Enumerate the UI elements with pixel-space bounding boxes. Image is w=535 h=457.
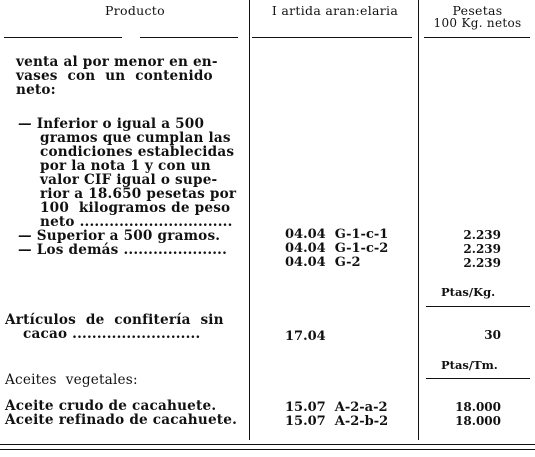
aceite-refinado-label: Aceite refinado de cacahuete. bbox=[5, 412, 238, 428]
item1-line-7: 100 kilogramos de peso bbox=[40, 200, 231, 216]
confiteria-code: 17.04 bbox=[285, 329, 326, 344]
item1-line-2: gramos que cumplan las bbox=[40, 130, 231, 146]
item3-label: — Los demás ..................... bbox=[18, 242, 228, 258]
unit-kg-rule bbox=[426, 306, 530, 307]
header-pesetas-line2: 100 Kg. netos bbox=[433, 16, 522, 30]
unit-ptas-tm: Ptas/Tm. bbox=[441, 358, 498, 372]
confiteria-line-2: cacao .......................... bbox=[23, 326, 201, 342]
aceite-refinado-value: 18.000 bbox=[455, 414, 501, 428]
intro-line-3: neto: bbox=[16, 82, 56, 98]
item1-line-1: — Inferior o igual a 500 bbox=[18, 116, 205, 132]
item1-line-6: rior a 18.650 pesetas por bbox=[40, 186, 237, 202]
unit-ptas-kg: Ptas/Kg. bbox=[441, 285, 496, 299]
item3-value: 2.239 bbox=[463, 256, 501, 270]
unit-tm-rule bbox=[426, 378, 530, 379]
item2-code: 04.04 G-1-c-2 bbox=[285, 241, 389, 256]
item1-line-3: condiciones establecidas bbox=[40, 144, 235, 160]
confiteria-line-1: Artículos de confitería sin bbox=[5, 312, 224, 328]
header-producto: Producto bbox=[105, 3, 165, 18]
header-rule-partida bbox=[252, 37, 412, 38]
aceite-crudo-label: Aceite crudo de cacahuete. bbox=[5, 398, 217, 414]
header-partida: I artida aran:elaria bbox=[271, 3, 399, 18]
header-pesetas-line1: Pesetas bbox=[452, 3, 503, 18]
item1-value: 2.239 bbox=[463, 228, 501, 242]
aceite-refinado-code: 15.07 A-2-b-2 bbox=[285, 414, 389, 429]
header-rule-producto-2 bbox=[140, 37, 238, 38]
item1-line-4: por la nota 1 y con un bbox=[40, 158, 211, 174]
item2-value: 2.239 bbox=[463, 242, 501, 256]
item1-code: 04.04 G-1-c-1 bbox=[285, 227, 389, 242]
aceite-crudo-code: 15.07 A-2-a-2 bbox=[285, 400, 388, 415]
aceite-crudo-value: 18.000 bbox=[455, 400, 501, 414]
item2-label: — Superior a 500 gramos. bbox=[18, 228, 221, 244]
header-rule-producto bbox=[4, 37, 122, 38]
item1-line-8: neto ............................... bbox=[40, 214, 233, 230]
bottom-rule-2 bbox=[0, 449, 535, 450]
bottom-rule-1 bbox=[0, 444, 535, 445]
header-rule-pesetas bbox=[424, 37, 530, 38]
column-divider-2 bbox=[418, 0, 419, 440]
intro-line-2: vases con un contenido bbox=[16, 68, 213, 84]
item3-code: 04.04 G-2 bbox=[285, 255, 361, 270]
aceites-title: Aceites vegetales: bbox=[5, 372, 138, 388]
intro-line-1: venta al por menor en en- bbox=[16, 54, 218, 70]
column-divider-1 bbox=[249, 0, 250, 440]
item1-line-5: valor CIF igual o supe- bbox=[40, 172, 218, 188]
confiteria-value: 30 bbox=[484, 328, 501, 342]
